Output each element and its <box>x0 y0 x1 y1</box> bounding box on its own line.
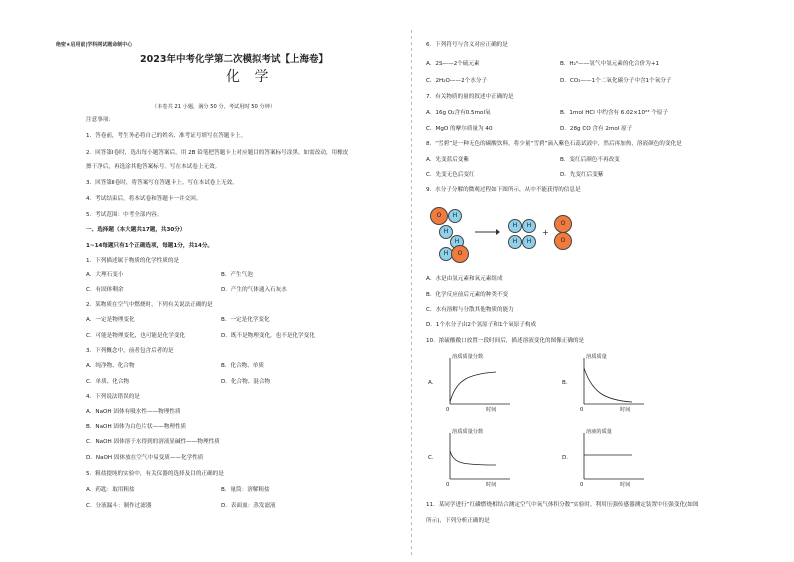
graph-a-ylabel: 溶质质量分数 <box>452 354 484 360</box>
q5-option-b: B．量筒：溶解粗盐 <box>221 487 270 493</box>
graph-b <box>570 352 650 414</box>
question-9: 9．水分子分解的微观过程如下图所示，从中不能获得的信息是 <box>426 187 581 193</box>
q8-option-b: B．变红后颜色不再改变 <box>560 157 620 163</box>
q8-option-a: A．先变蓝后变紫 <box>426 157 469 163</box>
hydrogen-atom: H <box>522 235 536 249</box>
graph-a-curve <box>450 372 496 402</box>
q4-option-b: B．NaOH 固体为白色片状——物理性质 <box>86 424 187 430</box>
q7-option-b: B．1mol HCl 中约含有 6.02×10²³ 个原子 <box>560 110 669 116</box>
graph-c-plot <box>436 427 516 489</box>
graph-d-ylabel: 溶液的质量 <box>586 429 612 435</box>
hydrogen-atom: H <box>508 219 522 233</box>
question-10: 10．浓硫酸敞口放置一段时间后，描述溶液变化的图像正确的是 <box>426 338 585 344</box>
q5-option-c: C．分液漏斗：制作过滤器 <box>86 503 152 509</box>
q6-option-c: C．2H₂O——2个水分子 <box>426 78 488 84</box>
q6-option-d: D．CO₂——1个二氧化碳分子中含1个氧分子 <box>560 78 672 84</box>
q9-option-d: D．1个水分子由2个氢原子和1个氧原子构成 <box>426 322 537 328</box>
watermark: 绝密★启用前|学科网试题命制中心 <box>56 42 133 48</box>
graph-d-origin: 0 <box>580 482 584 488</box>
q9-option-b: B．化学反应前后元素的种类不变 <box>426 292 509 298</box>
question-3: 3．下列概念中，前者包含后者的是 <box>86 348 174 354</box>
graph-c-xlabel: 时间 <box>486 482 497 488</box>
q4-option-c: C．NaOH 固体溶于水得到的溶液显碱性——物理性质 <box>86 439 220 445</box>
graph-b-ylabel: 溶质质量 <box>586 354 607 360</box>
q5-option-d: D．表面皿：蒸发滤液 <box>221 503 276 509</box>
graph-a <box>436 352 516 414</box>
graph-a-label: A． <box>428 380 438 386</box>
notes-heading: 注意事项： <box>86 117 114 123</box>
graph-b-label: B． <box>562 380 572 386</box>
exam-info: （本卷共 21 小题，满分 50 分，考试用时 50 分钟） <box>152 104 276 110</box>
section-subtitle: 1~14每题只有1个正确选项，每题1分，共14分。 <box>86 243 214 249</box>
q1-option-d: D．产生的气体通入石灰水 <box>221 287 287 293</box>
question-4: 4．下列说法错误的是 <box>86 394 140 400</box>
graph-c-origin: 0 <box>446 482 450 488</box>
q8-option-c: C．先变无色后变红 <box>426 172 475 178</box>
q2-option-b: B．一定是化学变化 <box>221 317 270 323</box>
q9-option-c: C．水有溶解与分散其他物质的能力 <box>426 307 514 313</box>
question-11-cont: 所示)，下列分析正确的是 <box>426 518 490 524</box>
q7-option-c: C．MgO 的摩尔质量为 40 <box>426 126 493 132</box>
note-2-cont: 擦干净后，再选涂其他答案标号。写在本试卷上无效。 <box>86 164 221 170</box>
graph-d-label: D． <box>562 455 572 461</box>
hydrogen-atom: H <box>448 209 462 223</box>
graph-a-origin: 0 <box>446 407 450 413</box>
q3-option-a: A．纯净物、化合物 <box>86 363 135 369</box>
hydrogen-atom: H <box>508 235 522 249</box>
q9-option-a: A．水是由氢元素和氧元素组成 <box>426 276 503 282</box>
column-divider <box>411 30 412 558</box>
q6-option-a: A．2S——2个硫元素 <box>426 61 480 67</box>
question-6: 6．下列符号与含义对应正确的是 <box>426 42 508 48</box>
note-2: 2．回答第Ⅰ卷时，选出每小题答案后，用 2B 铅笔把答题卡上对应题目的答案标号涂黑。如需改动，用橡皮 <box>86 150 349 156</box>
hydrogen-atom: H <box>450 235 464 249</box>
note-5: 5．考试范围：中考全部内容。 <box>86 212 163 218</box>
graph-d-plot <box>570 427 650 489</box>
graph-b-plot <box>570 352 650 414</box>
arrow-icon <box>474 227 500 237</box>
exam-title: 2023年中考化学第二次模拟考试【上海卷】 <box>140 54 328 65</box>
q1-option-a: A．大理石变小 <box>86 272 124 278</box>
section-title: 一、选择题（本大题共17题，共30分） <box>86 227 186 233</box>
graph-c <box>436 427 516 489</box>
q4-option-a: A．NaOH 固体有吸水性——物理性质 <box>86 409 181 415</box>
q5-option-a: A．药匙：取用粗盐 <box>86 487 135 493</box>
note-3: 3．回答第Ⅱ卷时，将答案写在答题卡上。写在本试卷上无效。 <box>86 180 238 186</box>
question-1: 1．下列描述属于物质的化学性质的是 <box>86 258 180 264</box>
graph-d <box>570 427 650 489</box>
q7-option-a: A．16g O₂含有0.5mol氧 <box>426 110 491 116</box>
q2-option-c: C．可能是物理变化，也可能是化学变化 <box>86 333 186 339</box>
q6-option-b: B．H₂⁰——氢气中氢元素的化合价为+1 <box>560 61 660 67</box>
q4-option-d: D．NaOH 固体放在空气中易变质——化学性质 <box>86 455 204 461</box>
q1-option-c: C．有固体剩余 <box>86 287 124 293</box>
graph-b-xlabel: 时间 <box>620 407 631 413</box>
oxygen-atom: O <box>451 245 469 263</box>
graph-d-xlabel: 时间 <box>620 482 631 488</box>
graph-c-curve <box>450 451 496 465</box>
q3-option-c: C．单质、化合物 <box>86 379 130 385</box>
note-4: 4．考试结束后，将本试卷和答题卡一并交回。 <box>86 196 202 202</box>
oxygen-atom: O <box>554 215 572 233</box>
q7-option-d: D．28g CO 含有 2mol 原子 <box>560 126 633 132</box>
question-11: 11．某同学进行“红磷燃烧相结合测定空气中氧气体积分数”实验时，利用压强传感器测定装置中压强变化(如图 <box>426 502 699 508</box>
plus-sign: + <box>542 228 549 237</box>
graph-b-curve <box>584 368 632 402</box>
question-5: 5．粗盐提纯的实验中，有关仪器的选择及目的正确的是 <box>86 471 224 477</box>
q8-option-d: D．先变红后变紫 <box>560 172 604 178</box>
note-1: 1．答卷前，考生务必将自己的姓名、准考证号填写在答题卡上。 <box>86 133 247 139</box>
q3-option-d: D．化合物、混合物 <box>221 379 271 385</box>
subject-title: 化 学 <box>226 69 274 85</box>
hydrogen-atom: H <box>439 247 453 261</box>
question-7: 7．有关物质的量的叙述中正确的是 <box>426 94 514 100</box>
q2-option-a: A．一定是物理变化 <box>86 317 135 323</box>
graph-a-plot <box>436 352 516 414</box>
oxygen-atom: O <box>554 232 572 250</box>
q2-option-d: D．既不是物理变化，也不是化学变化 <box>221 333 315 339</box>
water-decomposition-diagram <box>426 203 596 265</box>
question-2: 2．某物质在空气中燃烧时，下列有关说法正确的是 <box>86 302 213 308</box>
hydrogen-atom: H <box>522 219 536 233</box>
graph-c-ylabel: 溶质质量分数 <box>452 429 484 435</box>
graph-a-xlabel: 时间 <box>486 407 497 413</box>
q3-option-b: B．化合物、单质 <box>221 363 264 369</box>
graph-c-label: C． <box>428 455 438 461</box>
graph-b-origin: 0 <box>580 407 584 413</box>
q1-option-b: B．产生气泡 <box>221 272 253 278</box>
hydrogen-atom: H <box>439 225 453 239</box>
question-8: 8．“雪碧”是一种无色的碳酸饮料，将少量“雪碧”滴入紫色石蕊试液中，然后再加热，溶液颜色的变化是 <box>426 141 682 147</box>
oxygen-atom: O <box>430 207 448 225</box>
